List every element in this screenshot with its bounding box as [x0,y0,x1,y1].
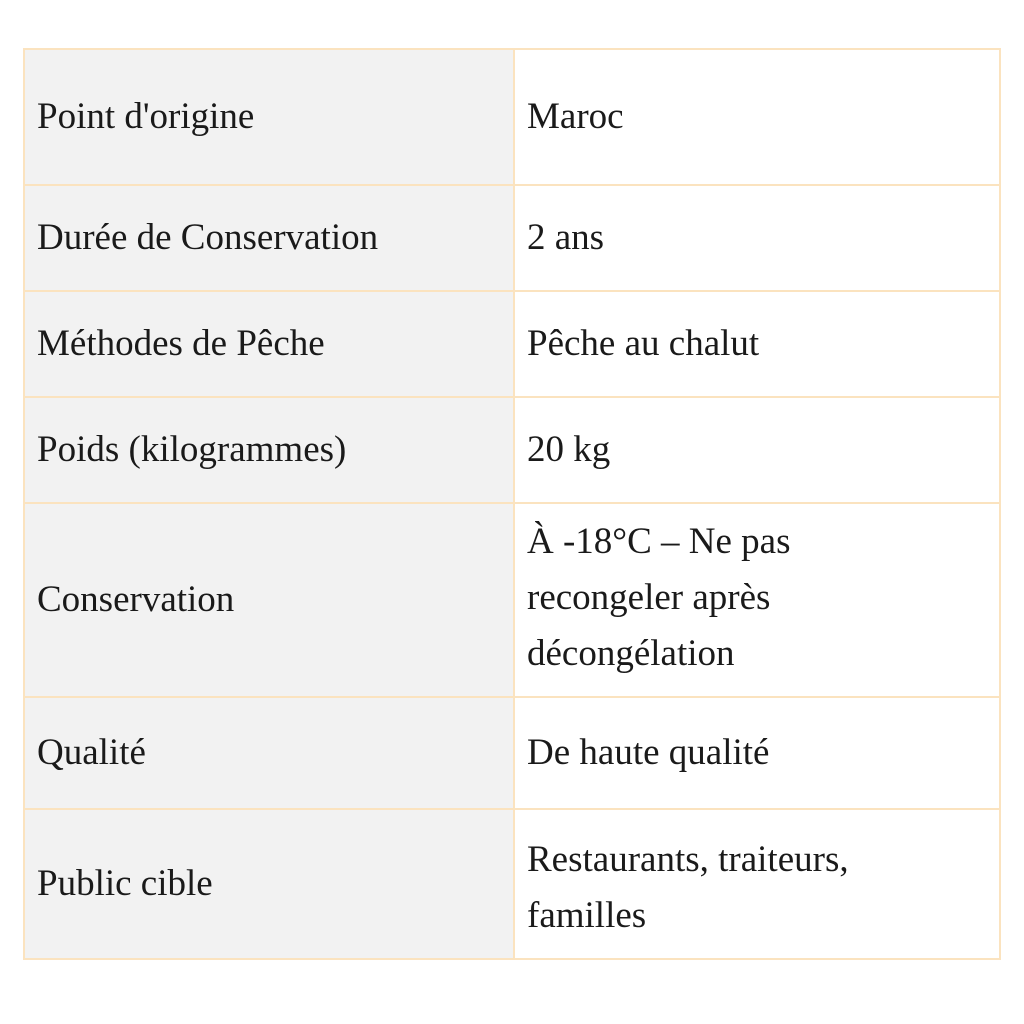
table-row [24,185,1000,291]
row-value: 20 kg [514,397,1000,503]
row-value: 2 ans [514,185,1000,291]
table-row [24,49,1000,185]
row-label: Poids (kilogrammes) [24,397,514,503]
value-line: familles [527,895,647,936]
row-value [514,809,1000,959]
table-row [24,809,1000,959]
row-value: Pêche au chalut [514,291,1000,397]
table-row [24,503,1000,697]
value-line: Restaurants, traiteurs, [527,839,849,880]
table-row [24,291,1000,397]
row-value: Maroc [514,49,1000,185]
row-label: Durée de Conservation [24,185,514,291]
product-spec-table [23,48,1001,960]
value-line: recongeler après [527,577,771,618]
row-label: Qualité [24,697,514,809]
value-line: À -18°C – Ne pas [527,521,791,562]
row-value: De haute qualité [514,697,1000,809]
table-row [24,697,1000,809]
row-label: Méthodes de Pêche [24,291,514,397]
row-label: Point d'origine [24,49,514,185]
row-value [514,503,1000,697]
value-line: décongélation [527,633,735,674]
table-row [24,397,1000,503]
row-label: Public cible [24,809,514,959]
row-label: Conservation [24,503,514,697]
